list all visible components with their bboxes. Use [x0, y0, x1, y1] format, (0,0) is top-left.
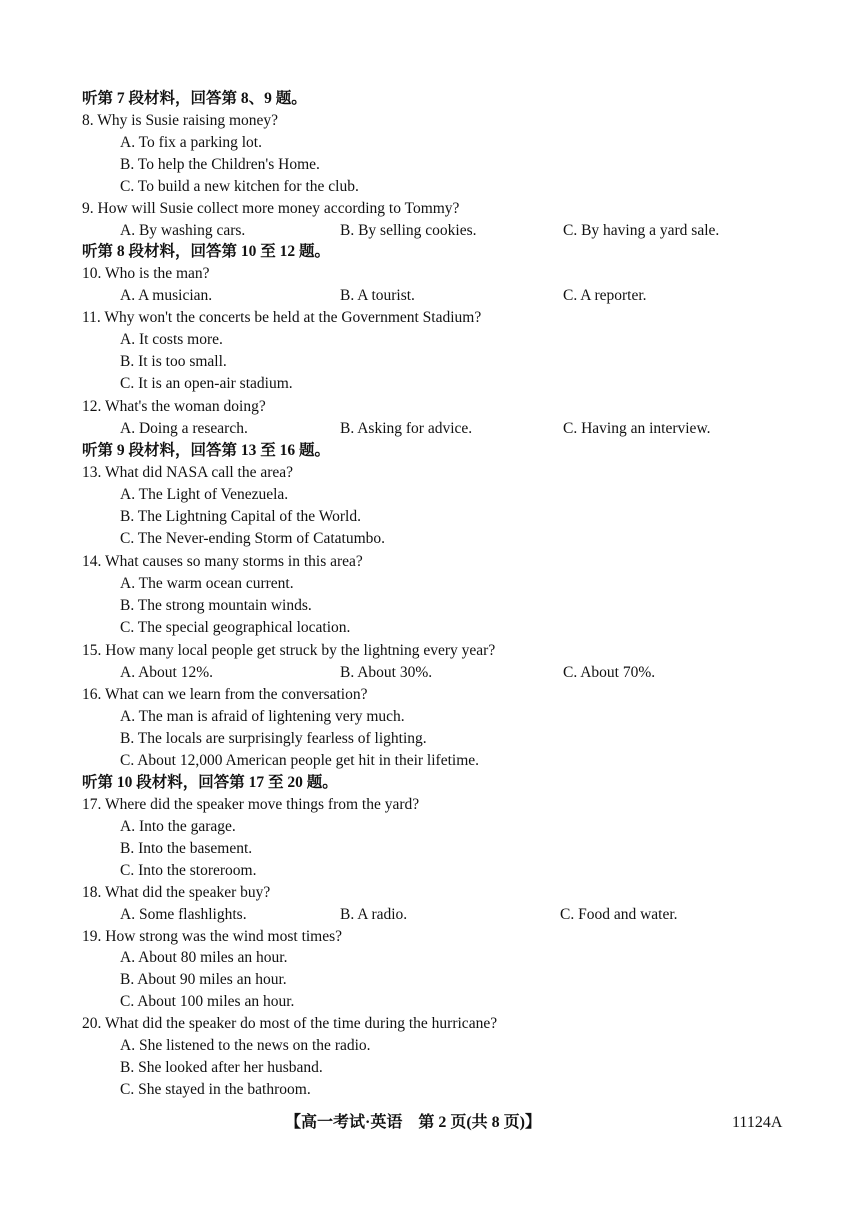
- question-14-stem: 14. What causes so many storms in this area?: [82, 553, 363, 570]
- question-12-stem: 12. What's the woman doing?: [82, 398, 266, 415]
- question-16-option-a: A. The man is afraid of lightening very much.: [120, 708, 405, 725]
- question-14-option-b: B. The strong mountain winds.: [120, 597, 312, 614]
- question-10-option-c: C. A reporter.: [563, 287, 647, 304]
- question-17-option-c: C. Into the storeroom.: [120, 862, 257, 879]
- question-9-stem: 9. How will Susie collect more money according to Tommy?: [82, 200, 460, 217]
- question-13-option-a: A. The Light of Venezuela.: [120, 486, 289, 503]
- question-9-option-a: A. By washing cars.: [120, 222, 246, 239]
- paper-code: 11124A: [732, 1114, 783, 1131]
- question-20-option-a: A. She listened to the news on the radio.: [120, 1037, 371, 1054]
- question-20-option-c: C. She stayed in the bathroom.: [120, 1081, 311, 1098]
- question-12-option-b: B. Asking for advice.: [340, 420, 473, 437]
- question-19-option-b: B. About 90 miles an hour.: [120, 971, 287, 988]
- question-12-option-a: A. Doing a research.: [120, 420, 248, 437]
- section-heading-10: 听第 10 段材料，回答第 17 至 20 题。: [82, 774, 338, 791]
- question-14-option-c: C. The special geographical location.: [120, 619, 351, 636]
- question-9-option-c: C. By having a yard sale.: [563, 222, 720, 239]
- question-10-stem: 10. Who is the man?: [82, 265, 210, 282]
- question-17-stem: 17. Where did the speaker move things from the yard?: [82, 796, 420, 813]
- question-11-option-a: A. It costs more.: [120, 331, 223, 348]
- question-15-option-a: A. About 12%.: [120, 664, 213, 681]
- question-10-option-b: B. A tourist.: [340, 287, 415, 304]
- question-15-option-b: B. About 30%.: [340, 664, 433, 681]
- question-9-option-b: B. By selling cookies.: [340, 222, 477, 239]
- question-18-option-c: C. Food and water.: [560, 906, 678, 923]
- question-15-option-c: C. About 70%.: [563, 664, 656, 681]
- question-20-stem: 20. What did the speaker do most of the time during the hurricane?: [82, 1015, 498, 1032]
- question-18-option-b: B. A radio.: [340, 906, 408, 923]
- question-11-stem: 11. Why won't the concerts be held at the Government Stadium?: [82, 309, 482, 326]
- question-13-stem: 13. What did NASA call the area?: [82, 464, 294, 481]
- question-18-option-a: A. Some flashlights.: [120, 906, 247, 923]
- question-8-stem: 8. Why is Susie raising money?: [82, 112, 279, 129]
- section-heading-9: 听第 9 段材料，回答第 13 至 16 题。: [82, 442, 331, 459]
- question-19-option-c: C. About 100 miles an hour.: [120, 993, 295, 1010]
- question-14-option-a: A. The warm ocean current.: [120, 575, 294, 592]
- question-16-option-c: C. About 12,000 American people get hit in their lifetime.: [120, 752, 480, 769]
- question-13-option-b: B. The Lightning Capital of the World.: [120, 508, 361, 525]
- question-10-option-a: A. A musician.: [120, 287, 213, 304]
- question-15-stem: 15. How many local people get struck by the lightning every year?: [82, 642, 496, 659]
- section-heading-7: 听第 7 段材料，回答第 8、9 题。: [82, 90, 307, 107]
- page-footer-title: 【高一考试·英语 第 2 页(共 8 页)】: [285, 1114, 541, 1131]
- question-18-stem: 18. What did the speaker buy?: [82, 884, 271, 901]
- section-heading-8: 听第 8 段材料，回答第 10 至 12 题。: [82, 243, 331, 260]
- question-16-stem: 16. What can we learn from the conversation?: [82, 686, 368, 703]
- question-19-stem: 19. How strong was the wind most times?: [82, 928, 343, 945]
- question-16-option-b: B. The locals are surprisingly fearless of lighting.: [120, 730, 427, 747]
- question-8-option-a: A. To fix a parking lot.: [120, 134, 262, 151]
- question-13-option-c: C. The Never-ending Storm of Catatumbo.: [120, 530, 386, 547]
- question-17-option-a: A. Into the garage.: [120, 818, 236, 835]
- question-8-option-c: C. To build a new kitchen for the club.: [120, 178, 359, 195]
- question-19-option-a: A. About 80 miles an hour.: [120, 949, 288, 966]
- question-12-option-c: C. Having an interview.: [563, 420, 711, 437]
- question-20-option-b: B. She looked after her husband.: [120, 1059, 323, 1076]
- question-11-option-b: B. It is too small.: [120, 353, 227, 370]
- question-17-option-b: B. Into the basement.: [120, 840, 253, 857]
- question-11-option-c: C. It is an open-air stadium.: [120, 375, 293, 392]
- question-8-option-b: B. To help the Children's Home.: [120, 156, 320, 173]
